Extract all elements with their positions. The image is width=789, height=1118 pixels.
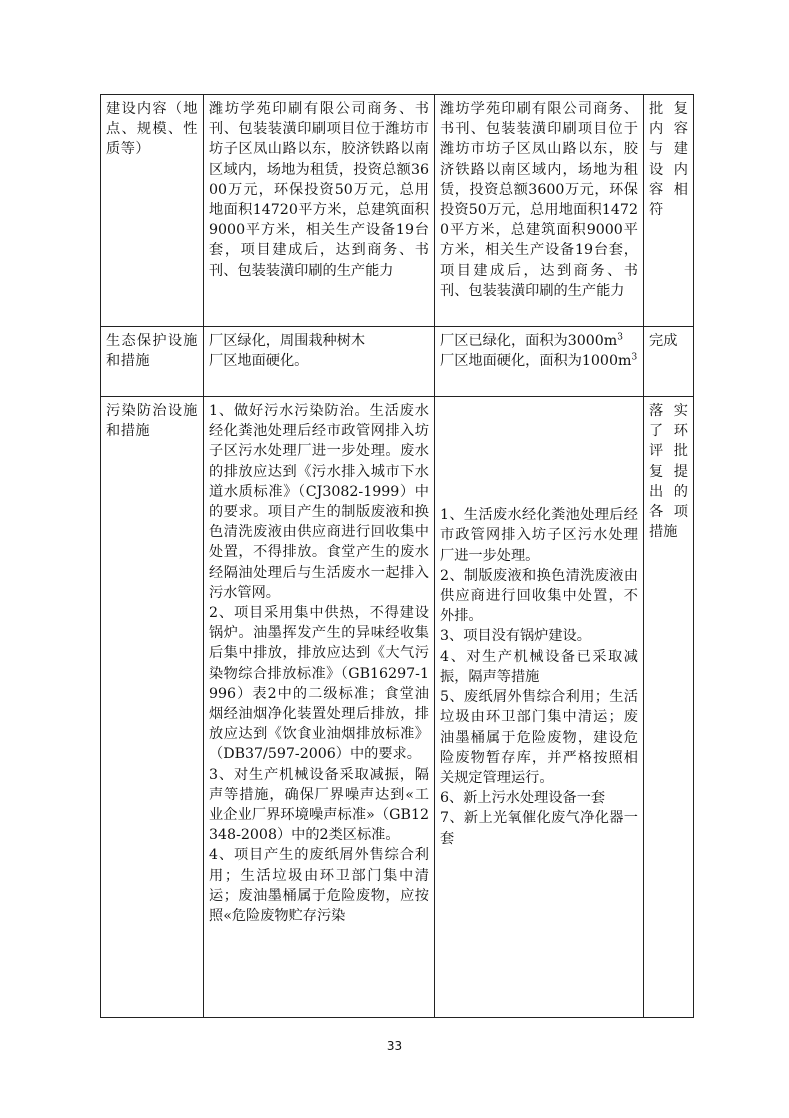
row-label-ecology: 生态保护设施和措施 — [101, 327, 204, 397]
acceptance-table — [100, 94, 694, 1018]
table-row — [101, 397, 694, 1018]
row-label-pollution: 污染防治设施和措施 — [101, 397, 204, 1018]
actual-pollution-measures — [435, 397, 644, 1018]
result-pollution: 落实了环评批复提出的各项措施 — [644, 397, 694, 1018]
list-item: 4、项目产生的废纸屑外售综合利用；生活垃圾由环卫部门集中清运；废油墨桶属于危险废物，应按照«危险废物贮存污染 — [209, 847, 429, 925]
list-item: 4、对生产机械设备已采取减振，隔声等措施 — [440, 648, 638, 685]
list-item: 6、新上污水处理设备一套 — [440, 790, 606, 807]
page-number: 33 — [386, 1039, 403, 1053]
list-item: 1、生活废水经化粪池处理后经市政管网排入坊子区污水处理厂进一步处理。 — [440, 507, 638, 564]
result-ecology: 完成 — [644, 327, 694, 397]
row-label-construction: 建设内容（地点、规模、性质等） — [101, 95, 204, 327]
actual-construction-content: 潍坊学苑印刷有限公司商务、书刊、包装装潢印刷项目位于潍坊市坊子区凤山路以东，胶济铁路以南区域内，场地为租赁，投资总额3600万元，环保投资50万元，总用地面积14720平方米，总建筑面积9000平方米，相关生产设备19台套，项目建成后，达到商务、书刊、包装装潢印刷的生产能力 — [435, 95, 644, 327]
eia-pollution-measures — [204, 397, 435, 1018]
list-item: 5、废纸屑外售综合利用；生活垃圾由环卫部门集中清运；废油墨桶属于危险废物，建设危险废物暂存库，并严格按照相关规定管理运行。 — [440, 689, 638, 786]
list-item: 2、制版废液和换色清洗废液由供应商进行回收集中处置，不外排。 — [440, 567, 638, 625]
actual-ecology-measures: 厂区已绿化，面积为$3000m^3$ 厂区地面硬化，面积为$1000m^3$ — [435, 327, 644, 397]
result-construction: 批复内容与建设内容相符 — [644, 95, 694, 327]
list-item: 1、做好污水污染防治。生活废水经化粪池处理后经市政管网排入坊子区污水处理厂进一步处理。废水的排放应达到《污水排入城市下水道水质标准》（CJ3082-1999）中的要求。项目产生的制版废液和换色清洗废液由供应商进行回收集中处置，不得排放。食堂产生的废水经隔油处理后与生活废水一起排入污水管网。 — [209, 403, 429, 601]
list-item: 3、项目没有锅炉建设。 — [440, 628, 591, 645]
list-item: 7、新上光氧催化废气净化器一套 — [440, 810, 638, 847]
table-row — [101, 327, 694, 397]
table-row — [101, 95, 694, 327]
list-item: 2、项目采用集中供热，不得建设锅炉。油墨挥发产生的异味经收集后集中排放，排放应达到《大气污染物综合排放标准》（GB16297-1996）表2中的二级标准；食堂油烟经油烟净化装置处理后排放，排放应达到《饮食业油烟排放标准》（DB37/597-2006）中的要求。 — [209, 605, 429, 763]
list-item: 3、对生产机械设备采取减振，隔声等措施，确保厂界噪声达到«工业企业厂界环境噪声标准»（GB12348-2008）中的2类区标准。 — [209, 766, 429, 844]
eia-ecology-measures: 厂区绿化，周围栽种树木 厂区地面硬化。 — [204, 327, 435, 397]
eia-construction-content: 潍坊学苑印刷有限公司商务、书刊、包装装潢印刷项目位于潍坊市坊子区凤山路以东，胶济铁路以南区域内，场地为租赁，投资总额3600万元，环保投资50万元，总用地面积14720平方米，总建筑面积9000平方米，相关生产设备19台套，项目建成后，达到商务、书刊、包装装潢印刷的生产能力 — [204, 95, 435, 327]
